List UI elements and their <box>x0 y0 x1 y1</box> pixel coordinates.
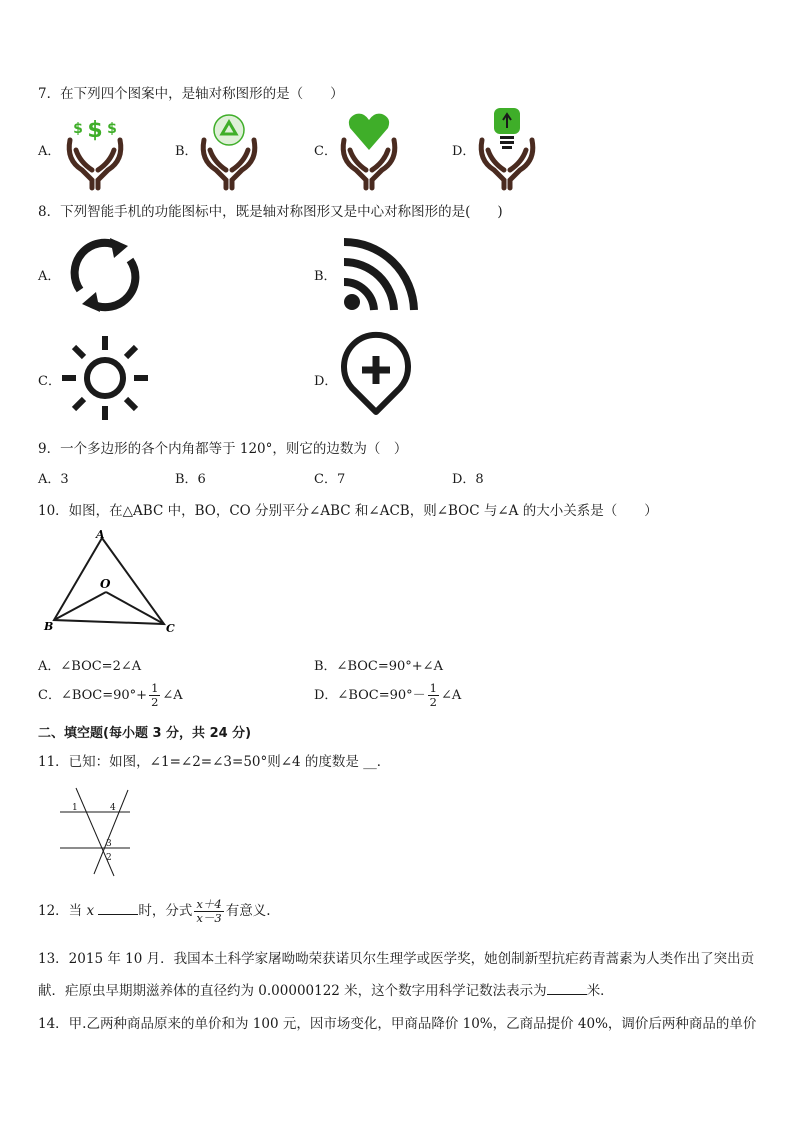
q8-option-d-label: D． <box>314 374 338 389</box>
location-add-icon <box>340 334 412 416</box>
q10-option-d-text: D．∠BOC=90°－ <box>314 688 426 703</box>
svg-text:$: $ <box>73 121 83 137</box>
q14-line1: 14．甲.乙两种商品原来的单价和为 100 元，因市场变化，甲商品降价 10%，乙商品提价 40%，调价后两种商品的单价 <box>38 1016 757 1032</box>
angle-1-label: 1 <box>72 803 78 813</box>
parallel-lines-figure <box>56 784 146 880</box>
vertex-a-label: A <box>96 528 105 541</box>
q13-line1: 13．2015 年 10 月．我国本土科学家屠呦呦荣获诺贝尔生理学或医学奖，她创制新型抗疟药青蒿素为人类作出了突出贡 <box>38 951 755 967</box>
angle-2-label: 2 <box>106 853 112 863</box>
q8-stem: 8．下列智能手机的功能图标中，既是轴对称图形又是中心对称图形的是( ) <box>38 204 503 220</box>
fraction-half: $\frac{1}{2}$ <box>429 681 437 709</box>
q10-stem: 10．如图，在△ABC 中，BO，CO 分别平分∠ABC 和∠ACB，则∠BOC 与∠A 的大小关系是（ ） <box>38 503 658 519</box>
svg-text:$: $ <box>87 118 103 143</box>
wifi-signal-icon <box>338 234 422 314</box>
q10-option-c <box>38 682 183 709</box>
refresh-icon <box>62 236 148 314</box>
q9-option-a: A．3 <box>38 472 69 487</box>
q10-option-d <box>314 682 461 709</box>
q10-option-b: B．∠BOC=90°+∠A <box>314 659 443 674</box>
point-o-label: O <box>100 577 111 591</box>
angle-4-label: 4 <box>110 803 116 813</box>
recycle-hands-icon <box>198 110 260 190</box>
q7-option-d-label: D． <box>452 144 476 159</box>
heart-hands-icon <box>338 110 400 190</box>
section-title: 二、填空题(每小题 3 分，共 24 分) <box>38 726 252 741</box>
q7-option-c-label: C． <box>314 144 337 159</box>
q8-option-a-label: A． <box>38 269 61 284</box>
angle-a-text: ∠A <box>162 688 183 703</box>
vertex-c-label: C <box>166 622 175 635</box>
q13-line2: 献．疟原虫早期期滋养体的直径约为 0.00000122 米，这个数字用科学记数法表示为 米． <box>38 983 614 999</box>
angle-a-text: ∠A <box>440 688 462 703</box>
fraction: $\frac{x+4}{x-3}$ <box>196 897 222 925</box>
q7-option-a-label: A． <box>38 144 61 159</box>
angle-3-label: 3 <box>106 839 112 849</box>
q9-option-d: D．8 <box>452 472 484 487</box>
svg-text:$: $ <box>107 121 117 137</box>
answer-blank[interactable] <box>547 994 587 995</box>
variable-x: x <box>86 903 95 919</box>
answer-blank[interactable] <box>98 914 138 915</box>
bulb-hands-icon <box>476 106 538 190</box>
vertex-b-label: B <box>44 620 54 633</box>
q12-stem: 12．当 x 时，分式 $\frac{x+4}{x-3}$ 有意义. <box>38 897 271 925</box>
q7-option-b-label: B． <box>175 144 198 159</box>
dollar-hands-icon <box>64 110 126 190</box>
triangle-figure <box>40 528 180 636</box>
q7-stem: 7．在下列四个图案中，是轴对称图形的是（ ） <box>38 86 344 102</box>
sun-icon <box>60 334 150 422</box>
q11-stem: 11．已知：如图，∠1=∠2=∠3=50°则∠4 的度数是 __． <box>38 754 391 770</box>
q10-option-c-text: C．∠BOC=90°+ <box>38 688 148 703</box>
fraction-half: $\frac{1}{2}$ <box>151 681 159 709</box>
q10-option-a: A．∠BOC=2∠A <box>38 659 142 674</box>
q9-stem: 9．一个多边形的各个内角都等于 120°，则它的边数为（ ） <box>38 441 408 457</box>
q9-option-c: C．7 <box>314 472 346 487</box>
q8-option-b-label: B． <box>314 269 337 284</box>
q9-option-b: B．6 <box>175 472 206 487</box>
q8-option-c-label: C． <box>38 374 61 389</box>
